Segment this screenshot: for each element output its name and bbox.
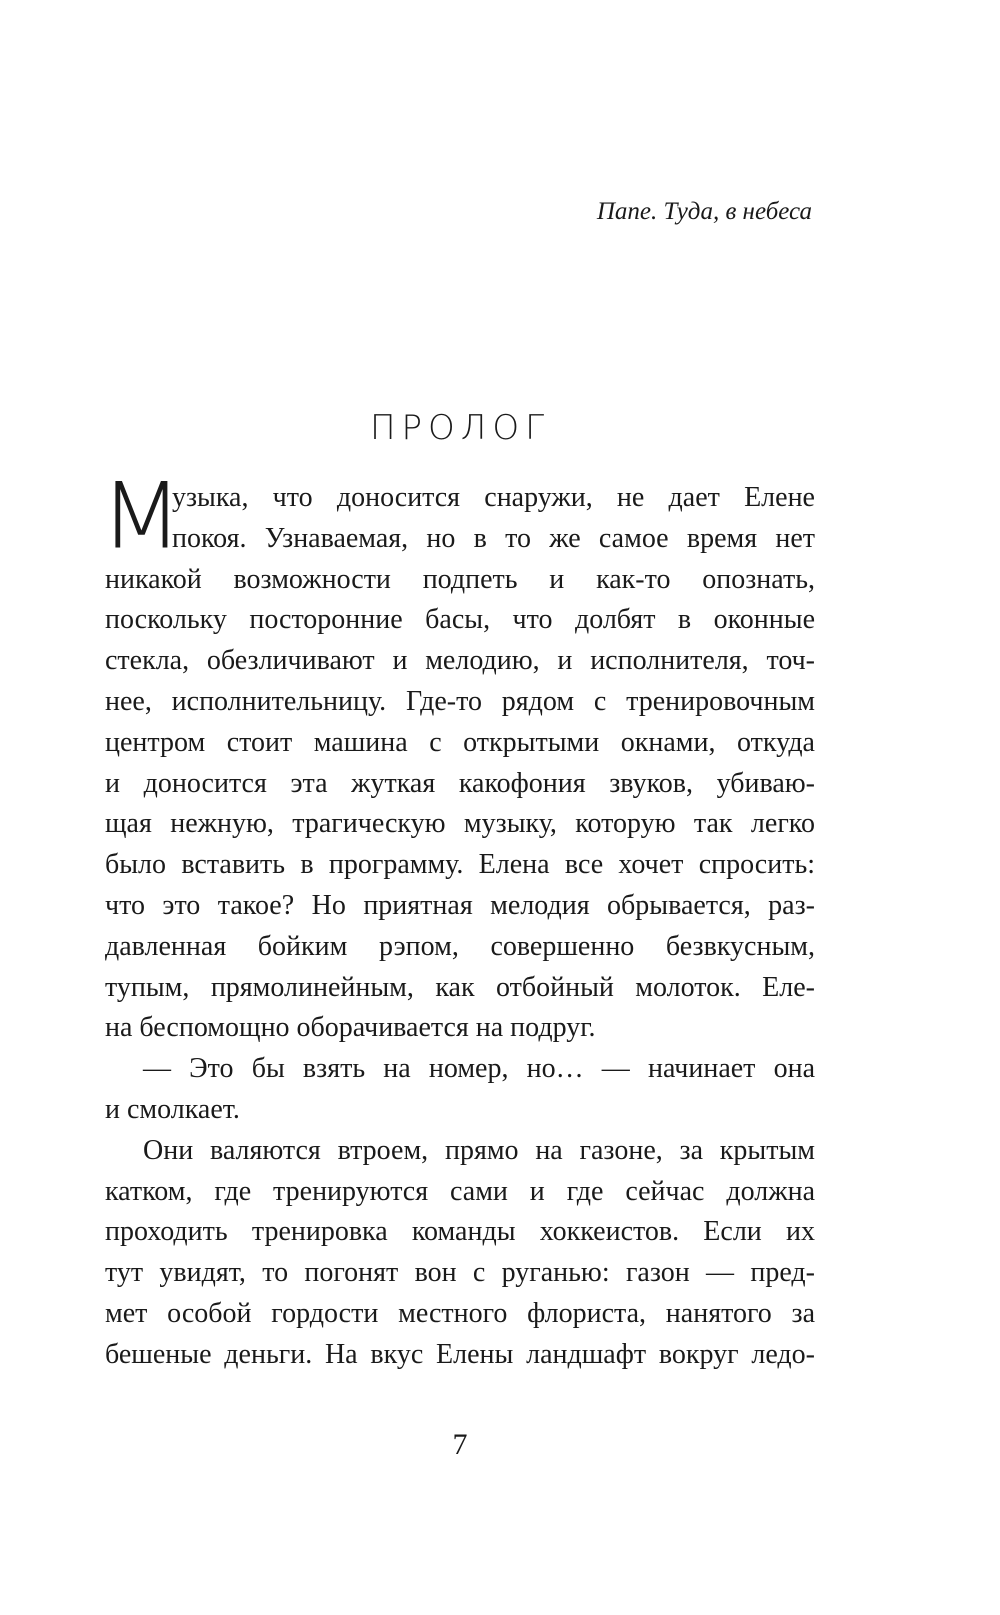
text-line: и смолкает. (105, 1094, 240, 1125)
text-line: покоя. Узнаваемая, но в то же самое время нет (172, 522, 815, 554)
text-line: и доносится эта жуткая какофония звуков, убиваю- (105, 767, 815, 799)
drop-cap: М (100, 462, 183, 570)
text-line: щая нежную, трагическую музыку, которую так легко (105, 808, 815, 840)
text-line: стекла, обезличивают и мелодию, и исполнителя, точ- (105, 645, 815, 677)
text-line: нее, исполнительницу. Где-то рядом с тренировочным (105, 686, 815, 717)
text-line: проходить тренировка команды хоккеистов. Если их (105, 1216, 815, 1248)
text-line: тут увидят, то погонят вон с руганью: газон — пред- (105, 1257, 815, 1289)
text-line: мет особой гордости местного флориста, нанятого за (105, 1298, 815, 1329)
text-line: тупым, прямолинейным, как отбойный молоток. Еле- (105, 971, 815, 1003)
text-line: бешеные деньги. На вкус Елены ландшафт вокруг ледо- (105, 1338, 815, 1370)
text-line: Они валяются втроем, прямо на газоне, за крытым (143, 1134, 815, 1166)
text-line: катком, где тренируются сами и где сейчас должна (105, 1175, 815, 1207)
text-line: узыка, что доносится снаружи, не дает Елене (172, 482, 815, 513)
text-line: на беспомощно оборачивается на подруг. (105, 1012, 596, 1044)
chapter-title: ПРОЛОГ (369, 408, 551, 448)
text-line: было вставить в программу. Елена все хочет спросить: (105, 849, 815, 881)
text-line: — Это бы взять на номер, но… — начинает она (143, 1053, 815, 1085)
epigraph: Папе. Туда, в небеса (596, 198, 812, 225)
text-line: давленная бойким рэпом, совершенно безвкусным, (105, 930, 815, 962)
text-line: никакой возможности подпеть и как-то опознать, (105, 563, 815, 595)
text-line: поскольку посторонние басы, что долбят в оконные (105, 604, 815, 636)
page-number: 7 (452, 1428, 468, 1461)
text-line: центром стоит машина с открытыми окнами, откуда (105, 726, 815, 758)
text-line: что это такое? Но приятная мелодия обрывается, раз- (105, 890, 815, 921)
